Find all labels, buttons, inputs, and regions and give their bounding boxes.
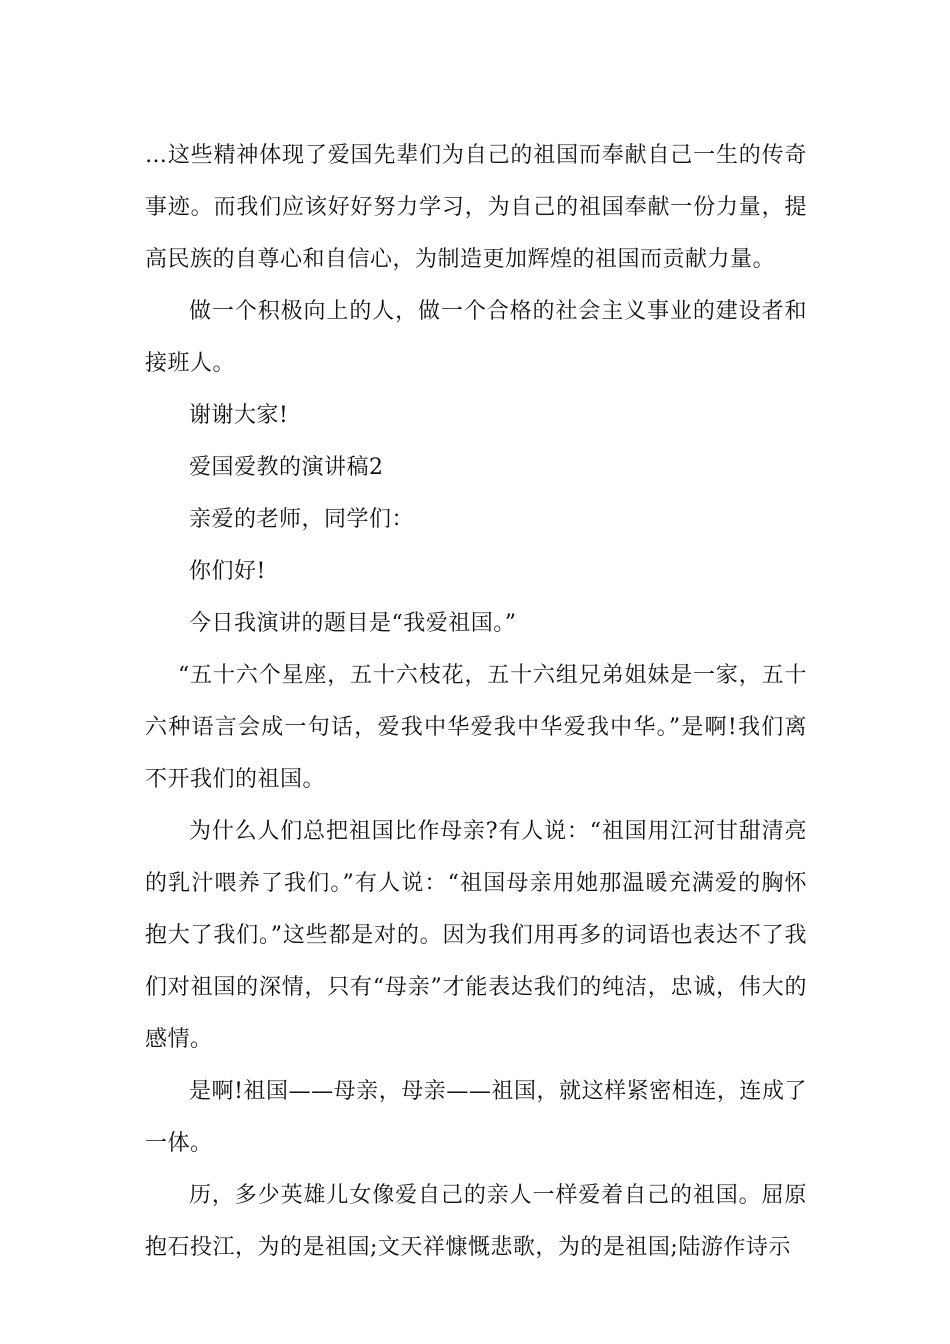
paragraph-thanks: 谢谢大家! xyxy=(189,403,289,428)
paragraph-fifty-six: “五十六个星座，五十六枝花，五十六组兄弟姐妹是一家，五十六种语言会成一句话，爱我中华爱我中华爱我中华。”是啊!我们离不开我们的祖国。 xyxy=(145,663,807,792)
document-body xyxy=(145,130,807,1274)
greeting: 你们好! xyxy=(189,559,266,584)
paragraph-united: 是啊!祖国——母亲，母亲——祖国，就这样紧密相连，连成了一体。 xyxy=(145,1079,807,1156)
salutation: 亲爱的老师，同学们： xyxy=(189,507,415,532)
speech-title: 爱国爱教的演讲稿2 xyxy=(189,455,384,480)
paragraph-mother: 为什么人们总把祖国比作母亲?有人说：“祖国用江河甘甜清亮的乳汁喂养了我们。”有人说：“祖国母亲用她那温暖充满爱的胸怀抱大了我们。”这些都是对的。因为我们用再多的词语也表达不了我们对祖国的深情，只有“母亲”才能表达我们的纯洁，忠诚，伟大的感情。 xyxy=(145,819,807,1052)
paragraph-successor: 做一个积极向上的人，做一个合格的社会主义事业的建设者和接班人。 xyxy=(145,299,807,376)
paragraph-continuation: …这些精神体现了爱国先辈们为自己的祖国而奉献自己一生的传奇事迹。而我们应该好好努力学习，为自己的祖国奉献一份力量，提高民族的自尊心和自信心，为制造更加辉煌的祖国而贡献力量。 xyxy=(145,143,807,272)
paragraph-heroes: 历，多少英雄儿女像爱自己的亲人一样爱着自己的祖国。屈原抱石投江，为的是祖国;文天祥慷慨悲歌，为的是祖国;陆游作诗示 xyxy=(145,1183,807,1260)
speech-topic: 今日我演讲的题目是“我爱祖国。” xyxy=(189,611,517,636)
